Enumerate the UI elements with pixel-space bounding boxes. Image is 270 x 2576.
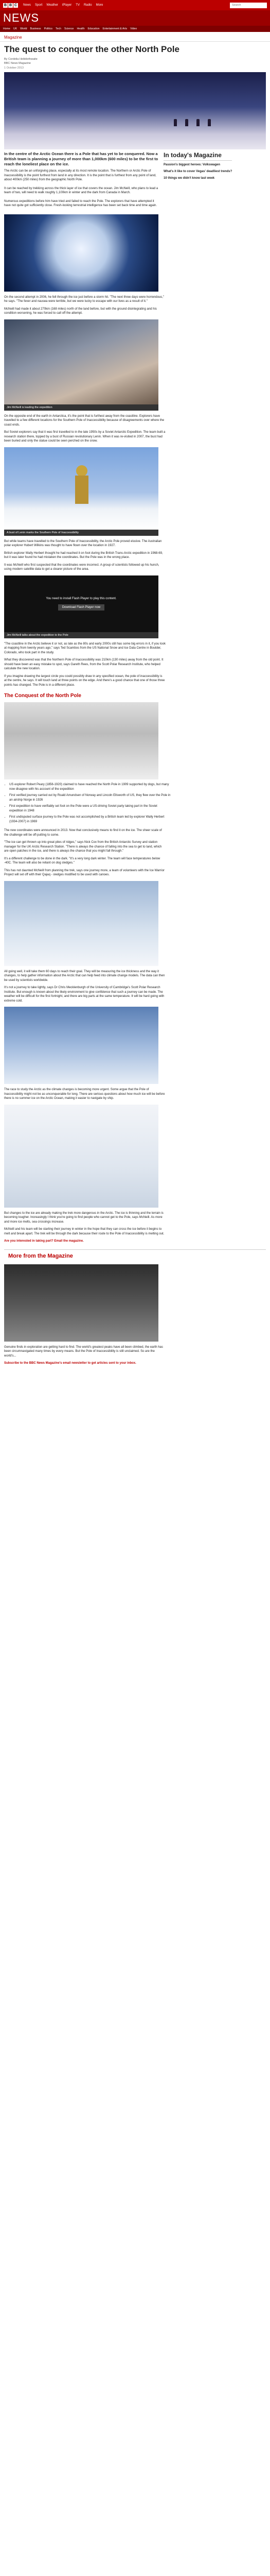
- paragraph: All going well, it will take them 60 days to reach their goal. They will be measuring the ice thickness and the way it changes, to help gather information about the Arctic that can help feed into climate change models. The data can then be used by scientists worldwide.: [4, 970, 165, 982]
- byline: By Cordelia Hebblethwaite BBC News Magazine: [4, 58, 38, 65]
- paragraph: The new coordinates were announced in 2013. Now that conclusively means to find it on the ice. The sheer scale of the challenge will be off-putting to some.: [4, 829, 162, 837]
- search-input[interactable]: Search: [230, 3, 267, 8]
- historic-photo: [4, 702, 158, 779]
- sidebar-item[interactable]: Passion's biggest heroes: Volkswagen: [164, 163, 221, 166]
- paragraph: McNeill had made it about 270km (168 miles) north of the land before, but with the ground disintegrating and his condition worsening, he was forced to call off the attempt.: [4, 307, 157, 315]
- trekker-figure: [196, 119, 200, 126]
- flash-prompt: You need to install Flash Player to play this content.: [46, 597, 117, 600]
- bullet-item: • US explorer Robert Peary (1856-1920) claimed to have reached the North Pole in 1909 supported by dogs, but many now disagree with his account of the expedition: [9, 783, 171, 791]
- paragraph: It's a different challenge to be done in the dark. "It's a very long dark winter. The team will face temperatures below -40C. The team will also be reliant on dog sledges.": [4, 857, 160, 865]
- paragraph: But Soviet explorers say that it was first travelled to in the late 1950s by a Soviet Antarctic Expedition. The team built a research station there, topped by a bust of Russian revolutionary Lenin. When it was re-visited in 2007, the bust had been buried and only the statue could be seen perched on the snow.: [4, 431, 166, 443]
- paragraph: This has not daunted McNeill from planning the trek, says one journey more, a team of volunteers with the Ice Warrior Project will set off with their Qajaq - sledges modified to be used with canoes.: [4, 869, 165, 876]
- ice-ridges-photo: [4, 1105, 158, 1208]
- arctic-map: [4, 214, 158, 292]
- sidebar: [164, 151, 232, 210]
- paragraph: What they discovered was that the Northern Pole of Inaccessibility was 210km (130 miles) away from the old point. It should have been an easy mistake to spot, says Gareth Rees, from the Scott Polar Research Institute, who helped calculate the new location.: [4, 658, 164, 670]
- sidebar-title: In today's Magazine: [164, 151, 232, 161]
- subnav-item[interactable]: World: [20, 27, 27, 30]
- paragraph: The race to study the Arctic as the climate changes is becoming more urgent. Some argue that the Pole of Inaccessibility might not be as unconquerable for long. There are serious questions about how much ice will be before there is no summer ice on the Arctic Ocean, making it easier to navigate by ship.: [4, 1088, 165, 1100]
- subnav-item[interactable]: Entertainment & Arts: [102, 27, 128, 30]
- photo-caption: A bust of Lenin marks the Southern Pole of Inaccessibility: [4, 530, 158, 536]
- trekker-figure: [208, 119, 211, 126]
- newsletter-line: Subscribe to the BBC News Magazine's email newsletter to get articles sent to your inbox.: [4, 1362, 136, 1365]
- section-label[interactable]: Magazine: [0, 32, 270, 42]
- lead-block: [0, 149, 270, 212]
- hero-image: [4, 72, 266, 149]
- more-text: Genuine finds in exploration are getting hard to find. The world's greatest peaks have all been climbed, the earth has been circumnavigated many times by every means. But the Pole of Inaccessibility is still unclaimed. So are the world's...: [4, 1345, 163, 1358]
- subnav-item[interactable]: Business: [30, 27, 41, 30]
- trekker-figure: [185, 119, 188, 126]
- masthead: [0, 10, 270, 26]
- subnav-item[interactable]: Science: [64, 27, 74, 30]
- paragraph: The Arctic can be an unforgiving place, especially at its most remote location. The Northern or Arctic Pole of Inaccessibility is the point furthest from land in any direction. It is the point that is furthest from any point of land, about 400km (250 miles) from the geographic North Pole.: [4, 170, 156, 181]
- bullet-item: • First undisputed surface journey to the Pole was not accomplished by a British team led by explorer Wally Herbert (1934-2007) in 1969: [9, 815, 171, 824]
- lenin-bust-figure: [76, 465, 87, 477]
- section-heading: The Conquest of the North Pole: [4, 693, 81, 699]
- history-bullets: [0, 782, 175, 827]
- photo-jim-mcneill: [4, 319, 158, 404]
- paragraph: It was McNeill who first suspected that the coordinates were incorrect. A group of scientists followed up his hunch, using modern satellite data to get a clearer picture of the area.: [4, 563, 159, 571]
- subnav-item[interactable]: Home: [3, 27, 10, 30]
- photo-lenin-bust: [4, 447, 158, 530]
- contact-line[interactable]: Are you interested in taking part? Email the magazine.: [4, 1240, 84, 1243]
- bust-pedestal: [75, 476, 88, 504]
- photo-caption: Jim McNeill is leading the expedition: [4, 404, 158, 411]
- subnav-item[interactable]: Video: [130, 27, 137, 30]
- sidebar-item[interactable]: 10 things we didn't know last week: [164, 177, 215, 180]
- news-title[interactable]: NEWS: [3, 11, 39, 24]
- lead-paragraph: In the centre of the Arctic Ocean there is a Pole that has yet to be conquered. Now a British team is planning a journey of more than 1,000km (600 miles) to be the first to reach the loneliest place on the ice.: [4, 151, 158, 166]
- expedition-photo: [4, 881, 158, 966]
- subnav-item[interactable]: Tech: [56, 27, 61, 30]
- subnav-item[interactable]: UK: [13, 27, 17, 30]
- paragraph: Numerous expeditions before him have tried and failed to reach the Pole. The explorers that have attempted it have not quite got sufficiently close. Fresh-looking terrestrial intelligence has been set back time and time again.: [4, 199, 157, 207]
- nav-radio[interactable]: Radio: [83, 4, 92, 7]
- subnav-item[interactable]: Politics: [44, 27, 53, 30]
- paragraph: But while teams have travelled to the Southern Pole of Inaccessibility, the Arctic Pole proved elusive. The Australian polar explorer Hubert Wilkins was thought to have flown over the location in 1927.: [4, 539, 162, 547]
- more-from-magazine-title: More from the Magazine: [4, 1249, 266, 1262]
- trekker-figure: [174, 119, 177, 126]
- paragraph: On the second attempt in 2006, he fell through the ice just before a storm hit. "The next three days were horrendous," he says. "The fever and nausea were terrible, but we were lucky to escape with our lives as a result of it.": [4, 295, 165, 303]
- global-nav-links: [23, 4, 103, 7]
- subnav-item[interactable]: Education: [87, 27, 100, 30]
- paragraph: McNeill and his team will be starting their journey in winter in the hope that they can cross the ice before it begins to melt and break apart. The trek will be through the dark because their route to the Pole of Inaccessibility is melting out.: [4, 1228, 165, 1235]
- sidebar-item[interactable]: What's it like to cover Vegas' deadliest trends?: [164, 170, 232, 173]
- more-photo: [4, 1264, 158, 1342]
- nav-weather[interactable]: Weather: [46, 4, 58, 7]
- video-player[interactable]: [4, 575, 158, 632]
- paragraph: On the opposite end of the earth in Antarctica, it's the point that is furthest away from the coastline. Explorers have travelled to a few different locations for the Southern Pole of Inaccessibility because of disagreements over where the coast ends.: [4, 414, 165, 427]
- bullet-item: • First verified journey carried out by Roald Amundsen of Norway and Lincoln Ellsworth of US, they flew over the Pole in an airship Norge in 1926: [9, 793, 171, 802]
- bullet-item: • First expedition to have verifiably set foot on the Pole were a US-driving Soviet party taking part in the Soviet expedition in 1948: [9, 804, 171, 813]
- ice-photo: [4, 1007, 158, 1084]
- download-flash-button[interactable]: Download Flash Player now: [58, 604, 104, 611]
- section-nav: [0, 26, 270, 32]
- paragraph: It can be reached by trekking across the thick layer of ice that covers the ocean. Jim McNeill, who plans to lead a team of two, will need to walk roughly 1,100km in winter and the dark from Canada in March.: [4, 187, 158, 194]
- paragraph: It's not a journey to take lightly, says Dr Chris Mecklenburgh of the University of Cambridge's Scott Polar Research Institute. But enough is known about the likely environment to give confidence that such a journey can be made. The weather will be difficult for the first fortnight, and there are big parts at the same temperature. It will be hard going with extreme cold.: [4, 986, 165, 1003]
- bbc-logo[interactable]: B B C: [4, 3, 17, 7]
- paragraph: British explorer Wally Herbert thought he had reached it on foot during the British Trans-Arctic expedition in 1968-69, but it was later found he had mistaken the coordinates. But the Pole was in the wrong place.: [4, 551, 163, 559]
- nav-news[interactable]: News: [23, 4, 31, 7]
- nav-more[interactable]: More: [96, 4, 103, 7]
- paragraph: "The coastline in the Arctic believe it or not, as late as the 80s and early 2000s still has some big errors in it, if you look at mapping from twenty years ago," says Ted Scambos from the US National Snow and Ice Data Centre in Boulder, Colorado, who took part in the study.: [4, 642, 166, 654]
- paragraph: If you imagine drawing the largest circle you could possibly draw in any specified ocean, the pole of inaccessibility is at the centre, he says. It will touch land at three points on the edge. And there's a good chance that one of those three points has changed. The Pole is in a different place.: [4, 674, 165, 687]
- publish-date: 1 October 2013: [4, 66, 24, 70]
- subnav-item[interactable]: Health: [77, 27, 85, 30]
- nav-sport[interactable]: Sport: [35, 4, 43, 7]
- nav-iplayer[interactable]: iPlayer: [62, 4, 72, 7]
- paragraph: But changes to the ice are already making the trek more dangerous in the Arctic. The ice is thinning and the terrain is becoming tougher. Increasingly I think you're going to find people who cannot get to the Pole, says McNeill. As more and more ice melts, sea crossings increase.: [4, 1211, 164, 1224]
- article-headline: The quest to conquer the other North Pole: [4, 44, 179, 54]
- video-caption: Jim McNeill talks about the expedition to the Pole: [4, 632, 158, 638]
- nav-tv[interactable]: TV: [76, 4, 80, 7]
- paragraph: "The ice can get thrown up into great piles of ridges," says Nick Cox from the British Antarctic Survey and station manager for the UK Arctic Research Station. "There is always the chance of falling into the sea to get to land, which are open patches in the ice, and there is always the chance that you might fall through.": [4, 841, 162, 853]
- global-nav: [0, 0, 270, 10]
